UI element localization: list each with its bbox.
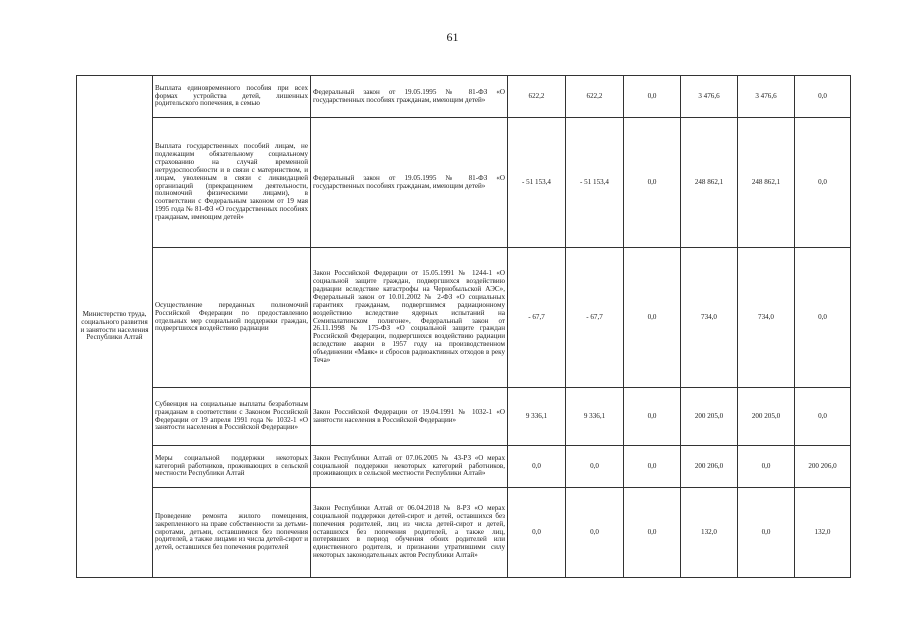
value-cell: 0,0 <box>738 488 795 578</box>
measure-cell: Проведение ремонта жилого помещения, закрепленного на праве собственности за детьми-сиротами, детьми, оставшимися без попечения родителей, а также лицами из числа детей-сирот и детей, оставшихся без попечения родителей <box>153 488 311 578</box>
value-cell: - 67,7 <box>508 248 566 388</box>
value-cell: 0,0 <box>566 488 624 578</box>
value-cell: 0,0 <box>508 446 566 488</box>
value-cell: 248 862,1 <box>738 118 795 248</box>
value-cell: 0,0 <box>795 248 851 388</box>
value-cell: 200 206,0 <box>681 446 738 488</box>
value-cell: 0,0 <box>624 76 681 118</box>
value-cell: 0,0 <box>624 388 681 446</box>
value-cell: 0,0 <box>566 446 624 488</box>
value-cell: 0,0 <box>508 488 566 578</box>
law-cell: Закон Республики Алтай от 06.04.2018 № 8-РЗ «О мерах социальной поддержки детей-сирот и детей, оставшихся без попечения родителей, лиц из числа детей-сирот и детей, оставшихся без попечения родителей, а также лиц, потерявших в период обучения обоих родителей или единственного родителя, и признании утратившими силу некоторых законодательных актов Республики Алтай» <box>311 488 508 578</box>
value-cell: 200 206,0 <box>795 446 851 488</box>
table-row <box>77 118 851 248</box>
measure-cell: Осуществление переданных полномочий Российской Федерации по предоставлению отдельных мер социальной поддержки граждан, подвергшихся воздействию радиации <box>153 248 311 388</box>
value-cell: 0,0 <box>795 118 851 248</box>
value-cell: 248 862,1 <box>681 118 738 248</box>
table-row <box>77 488 851 578</box>
table-row <box>77 248 851 388</box>
value-cell: 0,0 <box>624 446 681 488</box>
value-cell: 0,0 <box>624 118 681 248</box>
law-cell: Федеральный закон от 19.05.1995 № 81-ФЗ «О государственных пособиях гражданам, имеющим детей» <box>311 118 508 248</box>
value-cell: 0,0 <box>624 248 681 388</box>
value-cell: 0,0 <box>738 446 795 488</box>
value-cell: 622,2 <box>508 76 566 118</box>
value-cell: 0,0 <box>624 488 681 578</box>
law-cell: Закон Российской Федерации от 15.05.1991 № 1244-1 «О социальной защите граждан, подвергшихся воздействию радиации вследствие катастрофы на Чернобыльской АЭС», Федеральный закон от 10.01.2002 № 2-ФЗ «О социальных гарантиях гражданам, подвергшимся радиационному воздействию вследствие ядерных испытаний на Семипалатинском полигоне», Федеральный закон от 26.11.1998 № 175-ФЗ «О социальной защите граждан Российской Федерации, подвергшихся воздействию радиации вследствие аварии в 1957 году на производственном объединении «Маяк» и сбросов радиоактивных отходов в реку Теча» <box>311 248 508 388</box>
value-cell: 132,0 <box>681 488 738 578</box>
ministry-cell: Министерство труда, социального развития и занятости населения Республики Алтай <box>77 76 153 578</box>
budget-table <box>76 75 851 578</box>
value-cell: 200 205,0 <box>738 388 795 446</box>
page-number: 61 <box>446 30 459 44</box>
law-cell: Федеральный закон от 19.05.1995 № 81-ФЗ «О государственных пособиях гражданам, имеющим детей» <box>311 76 508 118</box>
value-cell: 3 476,6 <box>681 76 738 118</box>
law-cell: Закон Российской Федерации от 19.04.1991 № 1032-1 «О занятости населения в Российской Федерации» <box>311 388 508 446</box>
table-row <box>77 388 851 446</box>
value-cell: 0,0 <box>795 388 851 446</box>
measure-cell: Субвенция на социальные выплаты безработным гражданам в соответствии с Законом Российской Федерации от 19 апреля 1991 года № 1032-1 «О занятости населения в Российской Федерации» <box>153 388 311 446</box>
value-cell: 734,0 <box>738 248 795 388</box>
measure-cell: Выплата единовременного пособия при всех формах устройства детей, лишенных родительского попечения, в семью <box>153 76 311 118</box>
value-cell: 200 205,0 <box>681 388 738 446</box>
value-cell: 0,0 <box>795 76 851 118</box>
value-cell: - 51 153,4 <box>508 118 566 248</box>
law-cell: Закон Республики Алтай от 07.06.2005 № 43-РЗ «О мерах социальной поддержки некоторых категорий работников, проживающих в сельской местности Республики Алтай» <box>311 446 508 488</box>
measure-cell: Меры социальной поддержки некоторых категорий работников, проживающих в сельской местности Республики Алтай <box>153 446 311 488</box>
value-cell: - 67,7 <box>566 248 624 388</box>
value-cell: 622,2 <box>566 76 624 118</box>
value-cell: 3 476,6 <box>738 76 795 118</box>
value-cell: - 51 153,4 <box>566 118 624 248</box>
value-cell: 9 336,1 <box>566 388 624 446</box>
measure-cell: Выплата государственных пособий лицам, не подлежащим обязательному социальному страхованию на случай временной нетрудоспособности и в связи с материнством, и лицам, уволенным в связи с ликвидацией организаций (прекращением деятельности, полномочий физическими лицами), в соответствии с Федеральным законом от 19 мая 1995 года № 81-ФЗ «О государственных пособиях гражданам, имеющим детей» <box>153 118 311 248</box>
table-row <box>77 76 851 118</box>
value-cell: 734,0 <box>681 248 738 388</box>
value-cell: 9 336,1 <box>508 388 566 446</box>
table-row <box>77 446 851 488</box>
value-cell: 132,0 <box>795 488 851 578</box>
